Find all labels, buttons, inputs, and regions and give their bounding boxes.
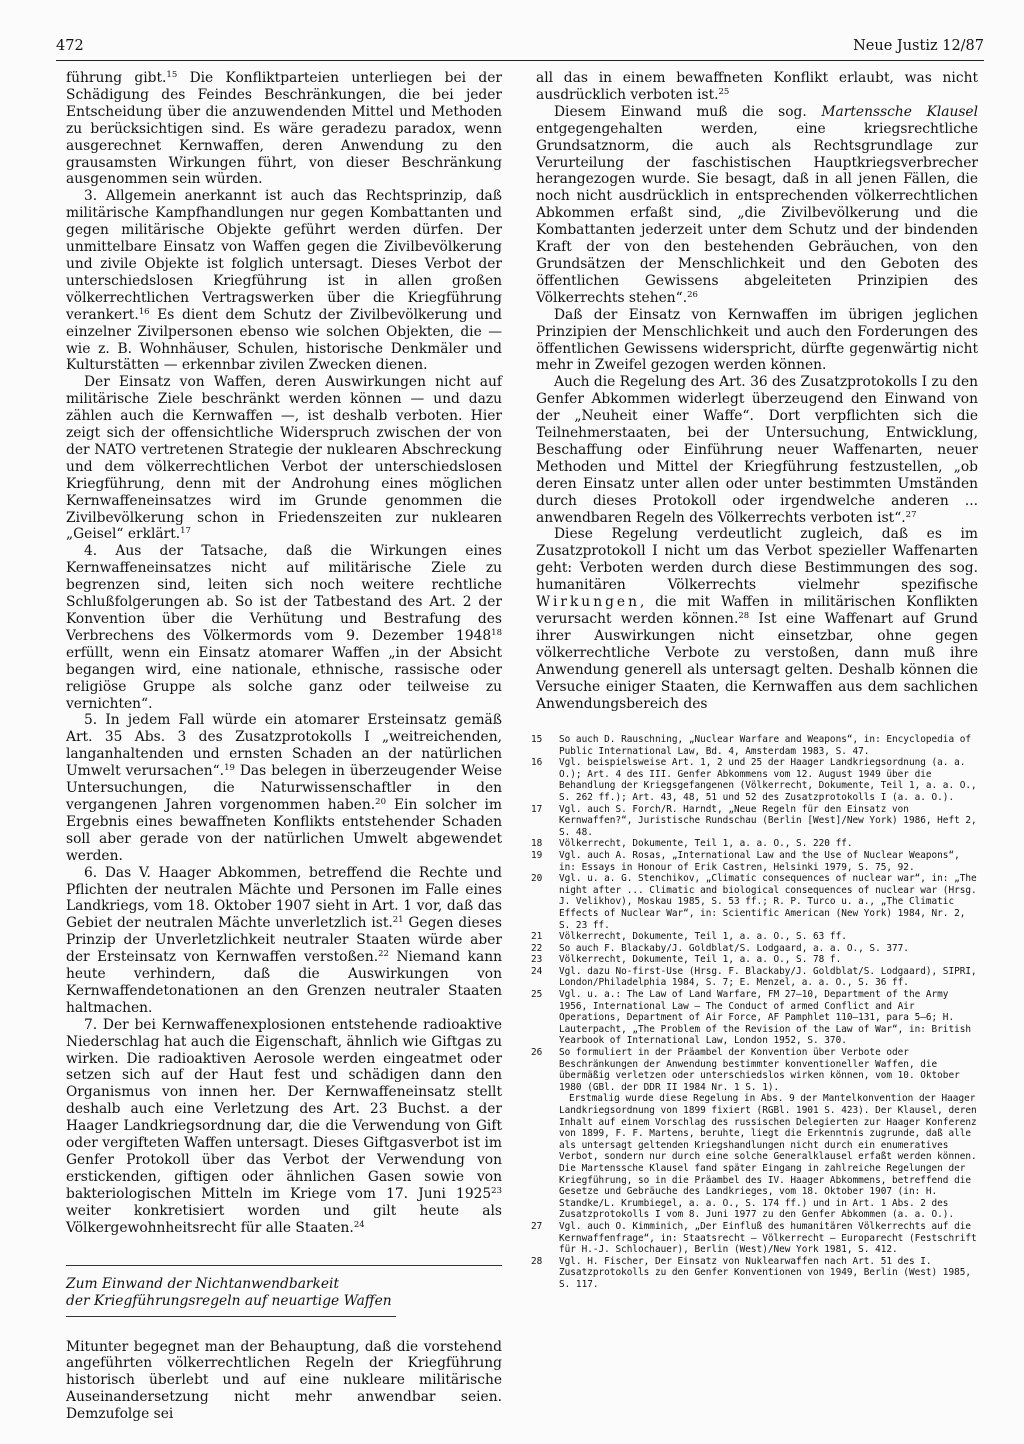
right-column xyxy=(536,70,978,712)
header-rule xyxy=(56,60,984,61)
paragraph: 7. Der bei Kernwaffenexplosionen entstehende radioaktive Niederschlag hat auch die Eigenschaft, ähnlich wie Giftgas zu wirken. Die radioaktiven Aerosole werden eingeatmet oder setzen sich auf der Haut fest und schädigen dann den Organismus von innen her. Der Kernwaffeneinsatz stellt deshalb auch eine Verletzung des Art. 23 Buchst. a der Haager Landkriegsordnung dar, die die Verwendung von Gift oder vergifteten Waffen untersagt. Dieses Giftgasverbot ist im Genfer Protokoll über das Verbot der Verwendung von erstickenden, giftigen oder ähnlichen Gasen sowie von bakteriologischen Mitteln im Kriege vom 17. Juni 1925$^{23}$ weiter konkretisiert worden und gilt heute als Völkergewohnheitsrecht für alle Staaten.$^{24}$ xyxy=(66,1016,502,1236)
footnotes xyxy=(531,734,978,1291)
page-header xyxy=(56,38,984,64)
footnote: 20 Vgl. u. a. G. Stenchikov, „Climatic consequences of nuclear war“, in: „The night after ... Climatic and biological consequences of nuclear war (Hrsg. J. Velikhov), Moskau 1985, S. 53 ff.; R. P. Turco u. a., „The Climatic Effects of Nuclear War“, in: Scientific American (New York) 1984, Nr. 2, S. 23 ff. xyxy=(531,873,977,931)
footnote: 23 Völkerrecht, Dokumente, Teil 1, a. a. O., S. 78 f. xyxy=(531,954,842,966)
spaced-emphasis: Wirkungen xyxy=(536,594,640,611)
page-number: 472 xyxy=(56,38,84,54)
footnote: 15 So auch D. Rauschning, „Nuclear Warfare and Weapons“, in: Encyclopedia of Public International Law, Bd. 4, Amsterdam 1983, S. 47. xyxy=(531,734,972,757)
footnote: 18 Völkerrecht, Dokumente, Teil 1, a. a. O., S. 220 ff. xyxy=(531,838,853,850)
journal-title: Neue Justiz 12/87 xyxy=(853,38,984,54)
paragraph: all das in einem bewaffneten Konflikt erlaubt, was nicht ausdrücklich verboten ist.$^{25}$ xyxy=(536,70,978,103)
footnote: 27 Vgl. auch O. Kimminich, „Der Einfluß des humanitären Völkerrechts auf die Kernwaffenfrage“, in: Staatsrecht — Völkerrecht — Europarecht (Festschrift für H.-J. Schlochauer), Berlin (West)/New York 1981, S. 412. xyxy=(531,1220,977,1256)
paragraph: Auch die Regelung des Art. 36 des Zusatzprotokolls I zu den Genfer Abkommen widerlegt überzeugend den Einwand von der „Neuheit einer Waffe“. Dort verpflichten sich die Teilnehmerstaaten, bei der Untersuchung, Entwicklung, Beschaffung oder Einführung neuer Waffenarten, neuer Methoden und Mittel der Kriegführung festzustellen, „ob deren Einsatz unter allen oder unter bestimmten Umständen durch dieses Protokoll oder irgendwelche anderen ... anwendbaren Regeln des Völkerrechts verboten ist“.$^{27}$ xyxy=(536,374,978,526)
section-heading-line: Zum Einwand der Nichtanwendbarkeit xyxy=(66,1275,340,1292)
footnote: 24 Vgl. dazu No-first-Use (Hrsg. F. Blackaby/J. Goldblat/S. Lodgaard), SIPRI, London/Philadelphia 1984, S. 7; E. Menzel, a. a. O., S. 36 ff. xyxy=(531,965,977,989)
footnote: 22 So auch F. Blackaby/J. Goldblat/S. Lodgaard, a. a. O., S. 377. xyxy=(531,942,909,954)
footnote: 17 Vgl. auch S. Forch/R. Harndt, „Neue Regeln für den Einsatz von Kernwaffen?“, Juristische Rundschau (Berlin [West]/New York) 1986, Heft 2, S. 48. xyxy=(531,803,977,838)
left-column xyxy=(66,70,502,1423)
paragraph: Mitunter begegnet man der Behauptung, daß die vorstehend angeführten völkerrechtlichen Regeln der Kriegführung historisch überlebt und auf eine nukleare militärische Auseinandersetzung nicht mehr anwendbar seien. Demzufolge sei xyxy=(66,1338,502,1423)
footnote: 21 Völkerrecht, Dokumente, Teil 1, a. a. O., S. 63 ff. xyxy=(531,931,847,943)
footnote: 25 Vgl. u. a.: The Law of Land Warfare, FM 27—10, Department of the Army 1956, International Law — The Conduct of armed Conflict and Air Operations, Department of Air Force, AF Pamphlet 110—131, para 5—6; H. Lauterpacht, „The Problem of the Revision of the Law of War“, in: British Yearbook of International Law, London 1952, S. 370. xyxy=(531,989,972,1047)
footnote: 19 Vgl. auch A. Rosas, „International Law and the Use of Nuclear Weapons“, in: Essays in Honour of Erik Castren, Helsinki 1979, S. 75, 92. xyxy=(531,849,960,873)
section-rule xyxy=(66,1316,396,1317)
section-heading-line: der Kriegführungsregeln auf neuartige Waffen xyxy=(66,1292,392,1309)
paragraph: Der Einsatz von Waffen, deren Auswirkungen nicht auf militärische Ziele beschränkt werden können — und dazu zählen auch die Kernwaffen —, ist deshalb verboten. Hier zeigt sich der offensichtliche Widerspruch zwischen der von der NATO vertretenen Strategie der nuklearen Abschreckung und dem völkerrechtlichen Verbot der unterschiedslosen Kriegführung, denn mit der Androhung eines möglichen Kernwaffeneinsatzes wird im Grunde genommen die Zivilbevölkerung schon in Friedenszeiten zur nuklearen „Geisel“ erklärt.$^{17}$ xyxy=(66,374,502,543)
footnote: 16 Vgl. beispielsweise Art. 1, 2 und 25 der Haager Landkriegsordnung (a. a. O.); Art. 4 des III. Genfer Abkommens vom 12. August 1949 über die Behandlung der Kriegsgefangenen (Völkerrecht, Dokumente, Teil 1, a. a. O., S. 262 ff.); Art. 43, 48, 51 und 52 des Zusatzprotokolls I (a. a. O.). xyxy=(531,757,977,803)
emphasis: Martenssche Klausel xyxy=(821,103,978,120)
paragraph: 4. Aus der Tatsache, daß die Wirkungen eines Kernwaffeneinsatzes nicht auf militärische Ziele zu begrenzen sind, leiten sich noch weitere rechtliche Schlußfolgerungen ab. So ist der Tatbestand des Art. 2 der Konvention über die Verhütung und Bestrafung des Verbrechens des Völkermords vom 9. Dezember 1948$^{18}$ erfüllt, wenn ein Einsatz atomarer Waffen „in der Absicht begangen wird, eine nationale, ethnische, rassische oder religiöse Gruppe als solche ganz oder teilweise zu vernichten“. xyxy=(66,543,502,712)
paragraph: 6. Das V. Haager Abkommen, betreffend die Rechte und Pflichten der neutralen Mächte und Personen im Falle eines Landkriegs, vom 18. Oktober 1907 sieht in Art. 1 vor, daß das Gebiet der neutralen Mächte unverletzlich ist.$^{21}$ Gegen dieses Prinzip der Unverletzlichkeit neutraler Staaten würde aber der Ersteinsatz von Kernwaffen verstoßen.$^{22}$ Niemand kann heute verhindern, daß die Auswirkungen von Kernwaffendetonationen an den Grenzen neutraler Staaten haltmachen. xyxy=(66,864,502,1016)
paragraph: 5. In jedem Fall würde ein atomarer Ersteinsatz gemäß Art. 35 Abs. 3 des Zusatzprotokolls I „weitreichenden, langanhaltenden und ernsten Schaden an der natürlichen Umwelt verursachen“.$^{19}$ Das belegen in überzeugender Weise Untersuchungen, die Naturwissenschaftler in den vergangenen Jahren vorgenommen haben.$^{20}$ Ein solcher im Ergebnis eines bewaffneten Konflikts entstehender Schaden soll aber gerade von der natürlichen Umwelt abgewendet werden. xyxy=(66,712,502,864)
paragraph: Diesem Einwand muß die sog. Martenssche Klausel entgegengehalten werden, eine kriegsrechtliche Grundsatznorm, die auch als Rechtsgrundlage zur Verurteilung der faschistischen Hauptkriegsverbrecher herangezogen wurde. Sie besagt, daß in all jenen Fällen, die noch nicht ausdrücklich in entsprechenden völkerrechtlichen Abkommen erfaßt sind, „die Zivilbevölkerung und die Kombattanten jederzeit unter dem Schutz und der bindenden Kraft der von den bestehenden Gebräuchen, von den Grundsätzen der Menschlichkeit und den Geboten des öffentlichen Gewissens abgeleiteten Prinzipien des Völkerrechts stehen“.$^{26}$ xyxy=(536,103,978,306)
footnote: 28 Vgl. H. Fischer, Der Einsatz von Nuklearwaffen nach Art. 51 des I. Zusatzprotokolls zu den Genfer Konventionen von 1949, Berlin (West) 1985, S. 117. xyxy=(531,1255,972,1290)
section-heading xyxy=(66,1265,502,1317)
footnote-continuation: Erstmalig wurde diese Regelung in Abs. 9 der Mantelkonvention der Haager Landkriegsordnung von 1899 fixiert (RGBl. 1901 S. 423). Der Klausel, deren Inhalt auf einem Vorschlag des russischen Delegierten zur Haager Konferenz von 1899, F. F. Martens, beruhte, liegt die Erkenntnis zugrunde, daß alle als untersagt geltenden Kriegshandlungen nicht durch ein enumeratives Verbot, sondern nur durch eine solche Generalklausel erfaßt werden können. Die Martenssche Klausel fand später Eingang in zahlreiche Regelungen der Kriegführung, so in die Präambel des IV. Haager Abkommens, betreffend die Gesetze und Gebräuche des Landkrieges, vom 18. Oktober 1907 (in: H. Standke/L. Krumbiegel, a. a. O., S. 174 ff.) und in Art. 1 Abs. 2 des Zusatzprotokolls I vom 8. Juni 1977 zu den Genfer Abkommen (a. a. O.). xyxy=(559,1093,977,1221)
paragraph: Diese Regelung verdeutlicht zugleich, daß es im Zusatzprotokoll I nicht um das Verbot spezieller Waffenarten geht: Verboten werden durch diese Bestimmungen des sog. humanitären Völkerrechts vielmehr spezifische Wirkungen, die mit Waffen in militärischen Konflikten verursacht werden können.$^{28}$ Ist eine Waffenart auf Grund ihrer Auswirkungen nicht einsetzbar, ohne gegen völkerrechtliche Verbote zu verstoßen, dann muß ihre Anwendung generell als untersagt gelten. Deshalb können die Versuche einiger Staaten, die Kernwaffen aus dem sachlichen Anwendungsbereich des xyxy=(536,526,978,712)
paragraph: Daß der Einsatz von Kernwaffen im übrigen jeglichen Prinzipien der Menschlichkeit und auch den Forderungen des öffentlichen Gewissens widerspricht, dürfte gegenwärtig nicht mehr in Zweifel gezogen werden können. xyxy=(536,306,978,374)
paragraph: 3. Allgemein anerkannt ist auch das Rechtsprinzip, daß militärische Kampfhandlungen nur gegen Kombattanten und gegen militärische Objekte geführt werden dürfen. Der unmittelbare Einsatz von Waffen gegen die Zivilbevölkerung und zivile Objekte ist folglich untersagt. Dieses Verbot der unterschiedslosen Kriegführung ist in allen großen völkerrechtlichen Vertragswerken über die Kriegführung verankert.$^{16}$ Es dient dem Schutz der Zivilbevölkerung und einzelner Zivilpersonen ebenso wie solchen Objekten, die — wie z. B. Wohnhäuser, Schulen, historische Denkmäler und Kulturstätten — erkennbar zivilen Zwecken dienen. xyxy=(66,188,502,374)
paragraph: führung gibt.$^{15}$ Die Konfliktparteien unterliegen bei der Schädigung des Feindes Beschränkungen, die bei jeder Entscheidung über die anzuwendenden Mittel und Methoden zu berücksichtigen sind. Es wäre geradezu paradox, wenn ausgerechnet Kernwaffen, deren Anwendung zu den grausamsten Wirkungen führt, von dieser Beschränkung ausgenommen sein würden. xyxy=(66,70,502,188)
footnote: 26 So formuliert in der Präambel der Konvention über Verbote oder Beschränkungen der Anwendung bestimmter konventioneller Waffen, die übermäßig verletzen oder unterschiedslos wirken können, vom 10. Oktober 1980 (GBl. der DDR II 1984 Nr. 1 S. 1). xyxy=(531,1047,960,1093)
